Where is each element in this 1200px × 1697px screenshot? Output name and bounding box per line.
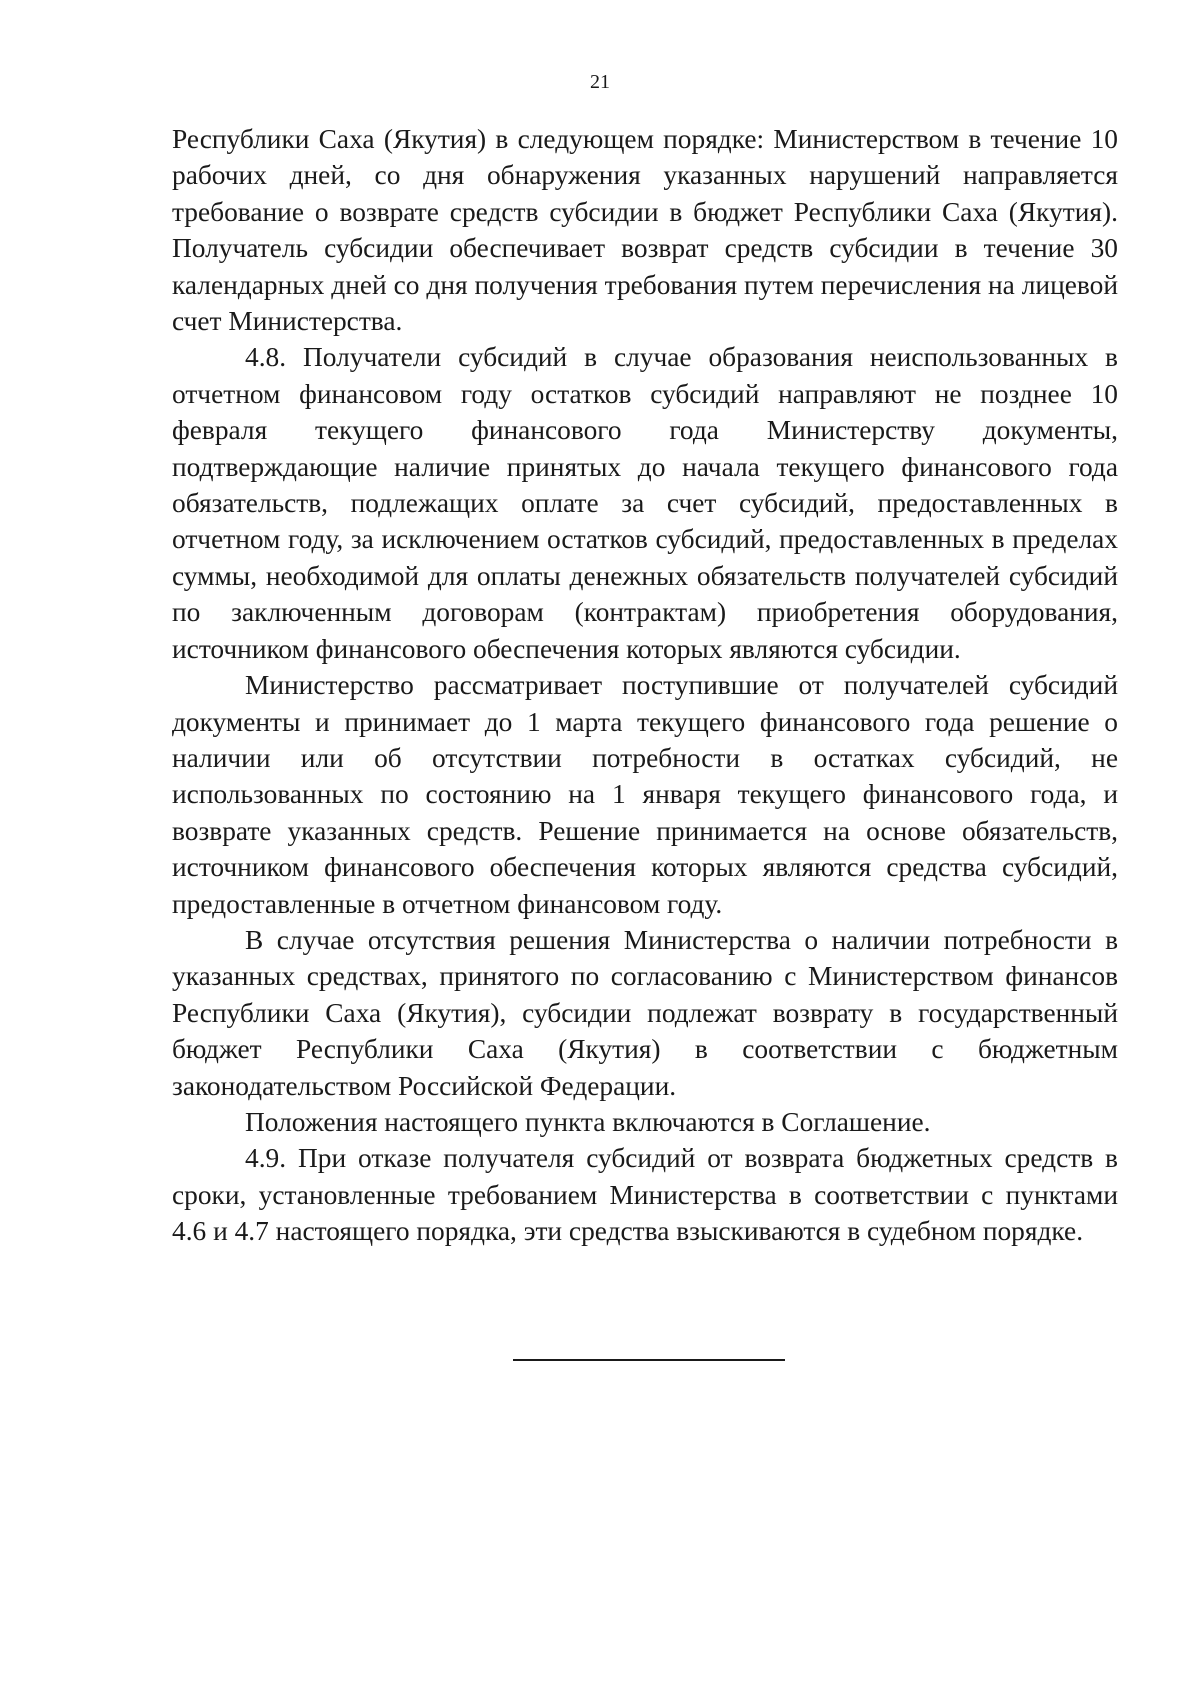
paragraph-agreement-clause: Положения настоящего пункта включаются в Соглашение.: [245, 1106, 931, 1137]
paragraph-4-9: 4.9. При отказе получателя субсидий от возврата бюджетных средств в сроки, установленные требованием Министерства в соответствии с пунктами 4.6 и 4.7 настоящего порядка, эти средства взыскиваются в судебном порядке.: [172, 1143, 1118, 1247]
paragraph-ministry-decision: Министерство рассматривает поступившие от получателей субсидий документы и принимает до 1 марта текущего финансового года решение о наличии или об отсутствии потребности в остатках субсидий, не использованных по состоянию на 1 января текущего финансового года, и возврате указанных средств. Решение принимается на основе обязательств, источником финансового обеспечения которых являются средства субсидий, предоставленные в отчетном финансовом году.: [172, 670, 1118, 919]
paragraph-continuation: Республики Саха (Якутия) в следующем порядке: Министерством в течение 10 рабочих дней, со дня обнаружения указанных нарушений направляется требование о возврате средств субсидии в бюджет Республики Саха (Якутия). Получатель субсидии обеспечивает возврат средств субсидии в течение 30 календарных дней со дня получения требования путем перечисления на лицевой счет Министерства.: [172, 124, 1118, 337]
document-body: [172, 121, 1118, 1250]
paragraph-4-8: 4.8. Получатели субсидий в случае образования неиспользованных в отчетном финансовом году остатков субсидий направляют не позднее 10 февраля текущего финансового года Министерству документы, подтверждающие наличие принятых до начала текущего финансового года обязательств, подлежащих оплате за счет субсидий, предоставленных в отчетном году, за исключением остатков субсидий, предоставленных в пределах суммы, необходимой для оплаты денежных обязательств получателей субсидий по заключенным договорам (контрактам) приобретения оборудования, источником финансового обеспечения которых являются субсидии.: [172, 342, 1118, 664]
paragraph-absence-of-decision: В случае отсутствия решения Министерства о наличии потребности в указанных средствах, принятого по согласованию с Министерством финансов Республики Саха (Якутия), субсидии подлежат возврату в государственный бюджет Республики Саха (Якутия) в соответствии с бюджетным законодательством Российской Федерации.: [172, 924, 1118, 1101]
page-number: 21: [590, 71, 610, 93]
end-of-document-rule: [513, 1359, 785, 1361]
